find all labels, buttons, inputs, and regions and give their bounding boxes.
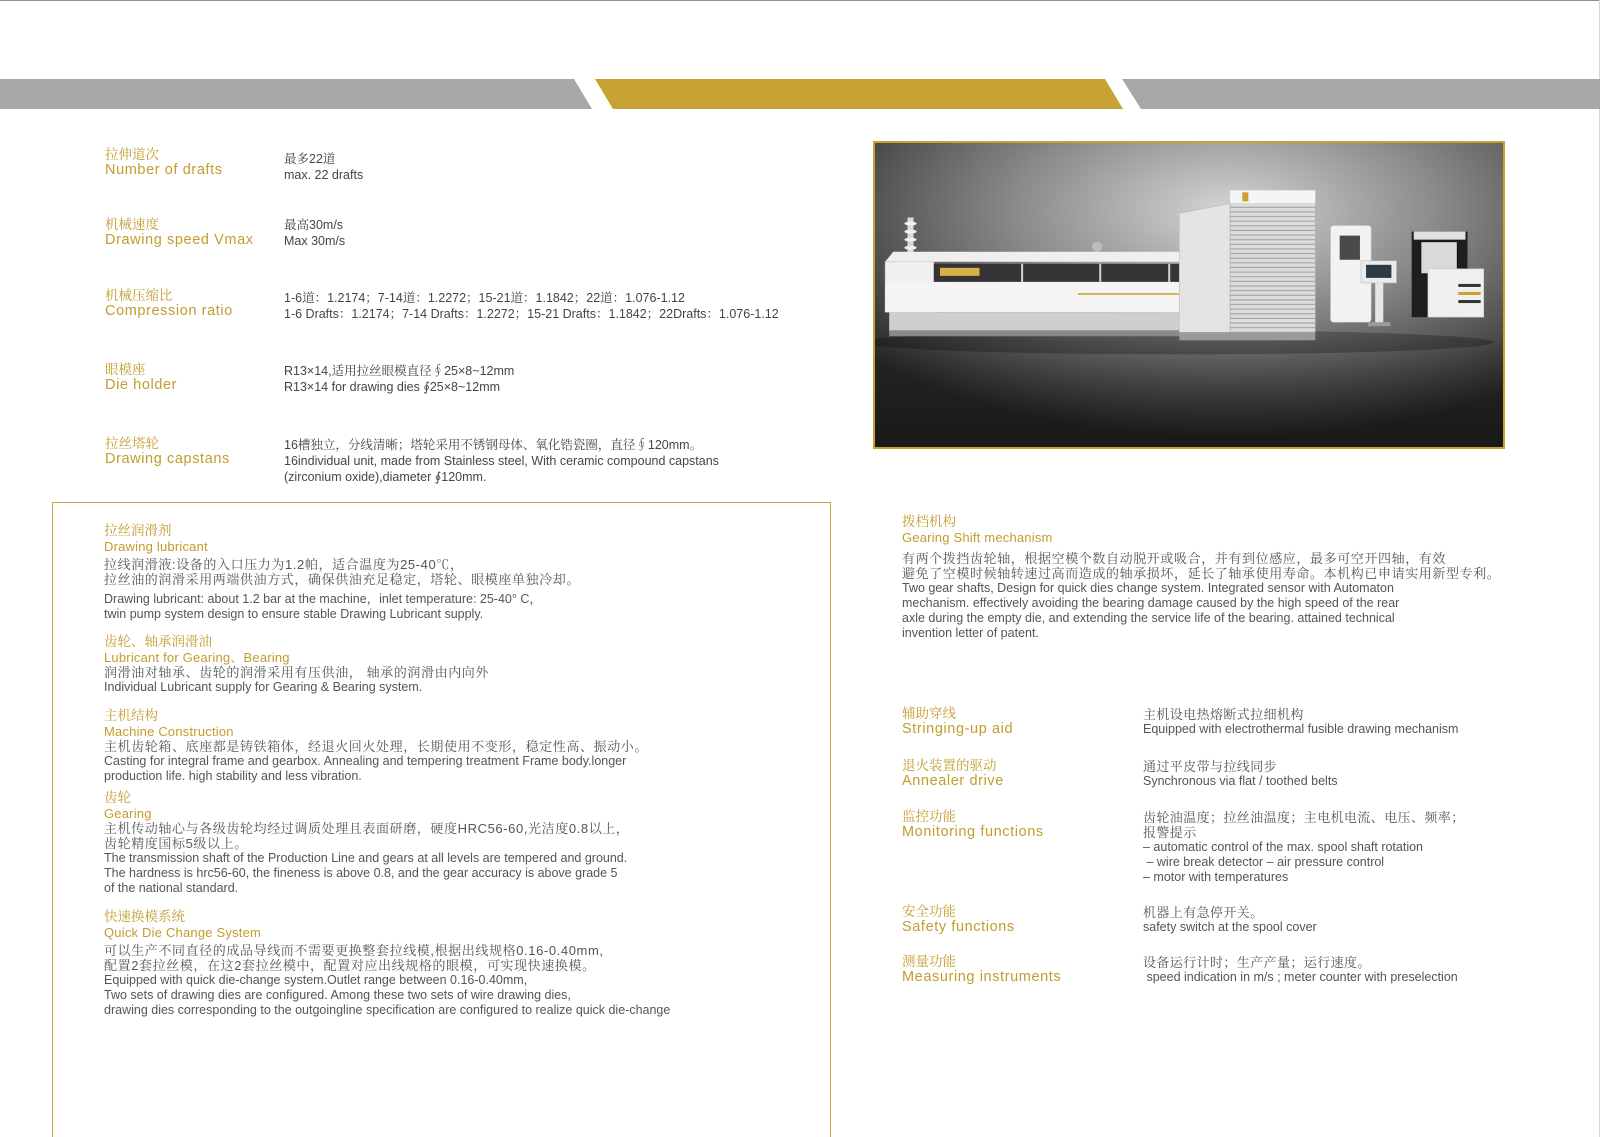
feature-value-line: – motor with temperatures bbox=[1143, 870, 1289, 884]
body-line: twin pump system design to ensure stable Drawing Lubricant supply. bbox=[104, 606, 484, 621]
feature-value-line: Equipped with electrothermal fusible drawing mechanism bbox=[1143, 722, 1459, 736]
section-title-cn: 拉丝润滑剂 bbox=[104, 523, 172, 538]
feature-value-measuring bbox=[1143, 955, 1458, 985]
section-title-en: Drawing lubricant bbox=[104, 538, 208, 554]
section-gear-bearing-lubricant bbox=[104, 634, 489, 695]
section-title-cn: 主机结构 bbox=[104, 708, 158, 723]
feature-value-line: 报警提示 bbox=[1143, 825, 1197, 840]
spec-value-drafts bbox=[284, 151, 363, 183]
spec-value-speed bbox=[284, 217, 345, 249]
feature-value-line: 设备运行计时；生产产量；运行速度。 bbox=[1143, 955, 1371, 970]
body-line: 齿轮精度国标5级以上。 bbox=[104, 836, 248, 851]
section-title-cn: 齿轮 bbox=[104, 790, 131, 805]
body-line: 拉丝油的润滑采用两端供油方式，确保供油充足稳定，塔轮、眼模座单独冷却。 bbox=[104, 571, 581, 587]
section-machine-construction bbox=[104, 708, 648, 784]
spec-label-speed bbox=[105, 217, 254, 248]
feature-value-line: – automatic control of the max. spool shaft rotation bbox=[1143, 840, 1424, 854]
body-line: drawing dies corresponding to the outgoingline specification are configured to realize quick die-change bbox=[104, 1002, 671, 1017]
feature-label-en: Monitoring functions bbox=[902, 823, 1044, 840]
spec-value-die-holder bbox=[284, 363, 514, 395]
spec-label-en: Number of drafts bbox=[105, 161, 223, 178]
spec-label-drafts bbox=[105, 147, 223, 178]
spec-label-cn: 拉伸道次 bbox=[105, 147, 159, 162]
spec-label-cn: 机械压缩比 bbox=[105, 288, 173, 303]
section-quick-die-change bbox=[104, 909, 670, 1018]
feature-value-line: speed indication in m/s ; meter counter with preselection bbox=[1143, 970, 1458, 984]
body-line: of the national standard. bbox=[104, 881, 239, 895]
body-line: Drawing lubricant: about 1.2 bar at the machine，inlet temperature: 25-40° C， bbox=[104, 591, 542, 606]
body-line: The hardness is hrc56-60, the fineness is above 0.8, and the gear accuracy is above grade 5 bbox=[104, 866, 618, 880]
feature-label-en: Annealer drive bbox=[902, 772, 1004, 789]
spec-label-cn: 拉丝塔轮 bbox=[105, 436, 159, 451]
spec-label-en: Die holder bbox=[105, 376, 178, 393]
feature-label-cn: 监控功能 bbox=[902, 809, 956, 824]
section-title-cn: 拨档机构 bbox=[902, 514, 956, 529]
spec-label-cn: 眼模座 bbox=[105, 362, 146, 377]
product-image-frame bbox=[873, 141, 1505, 449]
feature-label-safety bbox=[902, 904, 1015, 935]
section-drawing-lubricant bbox=[104, 523, 580, 622]
feature-value-line: 机器上有急停开关。 bbox=[1143, 905, 1264, 920]
body-line: 主机齿轮箱、底座都是铸铁箱体，经退火回火处理，长期使用不变形，稳定性高、振动小。 bbox=[104, 739, 649, 754]
section-title-en: Quick Die Change System bbox=[104, 924, 262, 940]
body-line: 主机传动轴心与各级齿轮均经过调质处理且表面研磨，硬度HRC56-60,光洁度0.8以上， bbox=[104, 821, 630, 836]
spec-value-line: 最多22道 bbox=[284, 152, 336, 166]
spec-value-line: 1-6 Drafts：1.2174；7-14 Drafts：1.2272；15-21 Drafts：1.1842；22Drafts：1.076-1.12 bbox=[284, 307, 779, 321]
feature-label-monitoring bbox=[902, 809, 1044, 840]
feature-value-line: Synchronous via flat / toothed belts bbox=[1143, 774, 1338, 788]
body-line: 拉线润滑液:设备的入口压力为1.2帕，适合温度为25-40℃， bbox=[104, 556, 464, 572]
spec-label-en: Drawing capstans bbox=[105, 450, 230, 467]
body-line: Casting for integral frame and gearbox. Annealing and tempering treatment Frame body.longer bbox=[104, 754, 627, 768]
spec-label-en: Compression ratio bbox=[105, 302, 233, 319]
body-line: Two gear shafts, Design for quick dies change system. Integrated sensor with Automaton bbox=[902, 580, 1394, 595]
feature-value-annealer bbox=[1143, 759, 1338, 789]
feature-value-monitoring bbox=[1143, 810, 1465, 885]
feature-label-stringing-up bbox=[902, 706, 1013, 737]
feature-value-stringing-up bbox=[1143, 707, 1458, 737]
spec-value-line: (zirconium oxide),diameter ∮120mm. bbox=[284, 470, 487, 484]
body-line: Two sets of drawing dies are configured. Among these two sets of wire drawing dies, bbox=[104, 987, 571, 1002]
spec-value-line: R13×14 for drawing dies ∮25×8~12mm bbox=[284, 380, 501, 394]
feature-value-line: – wire break detector – air pressure control bbox=[1143, 855, 1385, 869]
body-line: mechanism. effectively avoiding the bearing damage caused by the high speed of the rear bbox=[902, 595, 1400, 610]
body-line: 有两个拨挡齿轮轴，根据空模个数自动脱开或吸合，并有到位感应，最多可空开四轴，有效 bbox=[902, 550, 1447, 566]
spec-value-line: max. 22 drafts bbox=[284, 168, 364, 182]
body-line: 避免了空模时候轴转速过高而造成的轴承损坏，延长了轴承使用寿命。本机构已申请实用新型专利。 bbox=[902, 565, 1501, 581]
feature-label-cn: 安全功能 bbox=[902, 904, 956, 919]
feature-label-en: Stringing-up aid bbox=[902, 720, 1014, 737]
spec-label-die-holder bbox=[105, 362, 177, 393]
feature-label-cn: 辅助穿线 bbox=[902, 706, 956, 721]
spec-value-capstans bbox=[284, 437, 719, 485]
feature-label-en: Safety functions bbox=[902, 918, 1015, 935]
feature-value-safety bbox=[1143, 905, 1317, 935]
body-line: 配置2套拉丝模，在这2套拉丝模中，配置对应出线规格的眼模，可实现快速换模。 bbox=[104, 957, 596, 973]
spec-value-line: 1-6道：1.2174；7-14道：1.2272；15-21道：1.1842；22道：1.076-1.12 bbox=[284, 291, 685, 305]
feature-label-en: Measuring instruments bbox=[902, 968, 1062, 985]
feature-label-measuring bbox=[902, 954, 1061, 985]
spec-label-compression bbox=[105, 288, 233, 319]
band-gold bbox=[595, 79, 1123, 109]
body-line: axle during the empty die, and extending the service life of the bearing. attained technical bbox=[902, 610, 1395, 625]
feature-value-line: safety switch at the spool cover bbox=[1143, 920, 1317, 934]
body-line: 润滑油对轴承、齿轮的润滑采用有压供油， 轴承的润滑由内向外 bbox=[104, 665, 490, 680]
spec-value-line: 最高30m/s bbox=[284, 218, 344, 232]
spec-label-cn: 机械速度 bbox=[105, 217, 159, 232]
section-title-en: Gearing Shift mechanism bbox=[902, 529, 1053, 545]
body-line: invention letter of patent. bbox=[902, 625, 1039, 640]
spec-value-line: 16individual unit, made from Stainless steel, With ceramic compound capstans bbox=[284, 454, 719, 468]
section-title-cn: 快速换模系统 bbox=[104, 909, 185, 924]
section-title-en: Gearing bbox=[104, 805, 152, 821]
feature-label-annealer bbox=[902, 758, 1004, 789]
band-left-gray bbox=[0, 79, 592, 109]
product-machine-illustration bbox=[875, 143, 1503, 447]
spec-value-line: Max 30m/s bbox=[284, 234, 346, 248]
band-right-gray bbox=[1122, 79, 1600, 109]
section-title-cn: 齿轮、轴承润滑油 bbox=[104, 634, 212, 649]
section-title-en: Machine Construction bbox=[104, 723, 234, 739]
feature-value-line: 主机设电热熔断式拉细机构 bbox=[1143, 707, 1304, 722]
body-line: production life. high stability and less vibration. bbox=[104, 769, 362, 783]
body-line: Individual Lubricant supply for Gearing & Bearing system. bbox=[104, 680, 423, 694]
spec-label-en: Drawing speed Vmax bbox=[105, 231, 254, 248]
feature-label-cn: 测量功能 bbox=[902, 954, 956, 969]
top-rule bbox=[0, 0, 1600, 1]
header-band bbox=[0, 79, 1600, 109]
spec-value-line: 16槽独立，分线清晰；塔轮采用不锈钢母体、氧化锆瓷圈，直径∮120mm。 bbox=[284, 438, 703, 452]
section-title-en: Lubricant for Gearing、Bearing bbox=[104, 649, 290, 665]
body-line: 可以生产不同直径的成品导线而不需要更换整套拉线模,根据出线规格0.16-0.40mm, bbox=[104, 942, 604, 958]
spec-value-compression bbox=[284, 290, 779, 322]
body-line: The transmission shaft of the Production Line and gears at all levels are tempered and ground. bbox=[104, 851, 628, 865]
spec-value-line: R13×14,适用拉丝眼模直径∮25×8~12mm bbox=[284, 364, 515, 378]
spec-label-capstans bbox=[105, 436, 230, 467]
feature-value-line: 齿轮油温度；拉丝油温度；主电机电流、电压、频率； bbox=[1143, 810, 1465, 825]
feature-label-cn: 退火装置的驱动 bbox=[902, 758, 997, 773]
feature-value-line: 通过平皮带与拉线同步 bbox=[1143, 759, 1278, 774]
section-gearing bbox=[104, 790, 630, 896]
section-gearing-shift bbox=[902, 514, 1500, 641]
body-line: Equipped with quick die-change system.Outlet range between 0.16-0.40mm, bbox=[104, 972, 528, 987]
